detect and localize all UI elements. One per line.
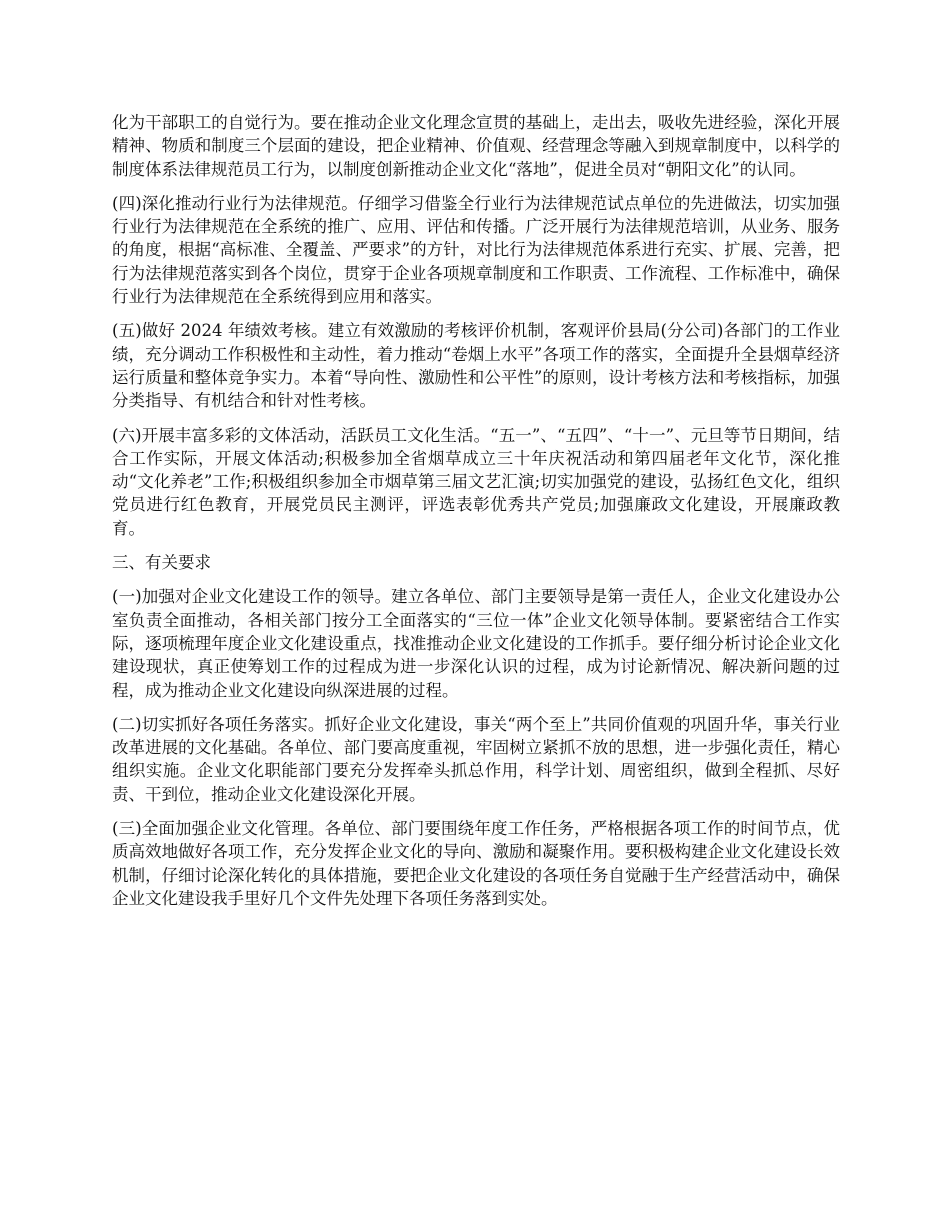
document-body <box>112 111 840 921</box>
paragraph-culture-internalization: 化为干部职工的自觉行为。要在推动企业文化理念宣贯的基础上，走出去，吸收先进经验，深化开展精神、物质和制度三个层面的建设，把企业精神、价值观、经营理念等融入到规章制度中，以科学的制度体系法律规范员工行为，以制度创新推动企业文化“落地”，促进全员对“朝阳文化”的认同。 <box>112 113 840 179</box>
paragraph-section-4: (四)深化推动行业行为法律规范。仔细学习借鉴全行业行为法律规范试点单位的先进做法，切实加强行业行为法律规范在全系统的推广、应用、评估和传播。广泛开展行为法律规范培训，从业务、服务的角度，根据“高标准、全覆盖、严要求”的方针，对比行为法律规范体系进行充实、扩展、完善，把行为法律规范落实到各个岗位，贯穿于企业各项规章制度和工作职责、工作流程、工作标准中，确保行业行为法律规范在全系统得到应用和落实。 <box>112 193 840 307</box>
paragraph-requirement-1: (一)加强对企业文化建设工作的领导。建立各单位、部门主要领导是第一责任人，企业文化建设办公室负责全面推动，各相关部门按分工全面落实的“三位一体”企业文化领导体制。要紧密结合工作实际，逐项梳理年度企业文化建设重点，找准推动企业文化建设的工作抓手。要仔细分析讨论企业文化建设现状，真正使筹划工作的过程成为进一步深化认识的过程，成为讨论新情况、解决新问题的过程，成为推动企业文化建设向纵深进展的过程。 <box>112 587 840 700</box>
paragraph-requirement-3: (三)全面加强企业文化管理。各单位、部门要围绕年度工作任务，严格根据各项工作的时间节点，优质高效地做好各项工作，充分发挥企业文化的导向、激励和凝聚作用。要积极构建企业文化建设长效机制，仔细讨论深化转化的具体措施，要把企业文化建设的各项任务自觉融于生产经营活动中，确保企业文化建设我手里好几个文件先处理下各项任务落到实处。 <box>112 819 840 908</box>
paragraph-section-6: (六)开展丰富多彩的文体活动，活跃员工文化生活。“五一”、“五四”、“十一”、元旦等节日期间，结合工作实际，开展文体活动;积极参加全省烟草成立三十年庆祝活动和第四届老年文化节，深化推动“文化养老”工作;积极组织参加全市烟草第三届文艺汇演;切实加强党的建设，弘扬红色文化，组织党员进行红色教育，开展党员民主测评，评选表彰优秀共产党员;加强廉政文化建设，开展廉政教育。 <box>112 425 840 538</box>
section-heading-requirements: 三、有关要求 <box>112 553 211 573</box>
paragraph-section-5: (五)做好 2024 年绩效考核。建立有效激励的考核评价机制，客观评价县局(分公司)各部门的工作业绩，充分调动工作积极性和主动性，着力推动“卷烟上水平”各项工作的落实，全面提升全县烟草经济运行质量和整体竞争实力。本着“导向性、激励性和公平性”的原则，设计考核方法和考核指标，加强分类指导、有机结合和针对性考核。 <box>112 321 840 411</box>
paragraph-requirement-2: (二)切实抓好各项任务落实。抓好企业文化建设，事关“两个至上”共同价值观的巩固升华，事关行业改革进展的文化基础。各单位、部门要高度重视，牢固树立紧抓不放的思想，进一步强化责任，精心组织实施。企业文化职能部门要充分发挥牵头抓总作用，科学计划、周密组织，做到全程抓、尽好责、干到位，推动企业文化建设深化开展。 <box>112 714 840 804</box>
